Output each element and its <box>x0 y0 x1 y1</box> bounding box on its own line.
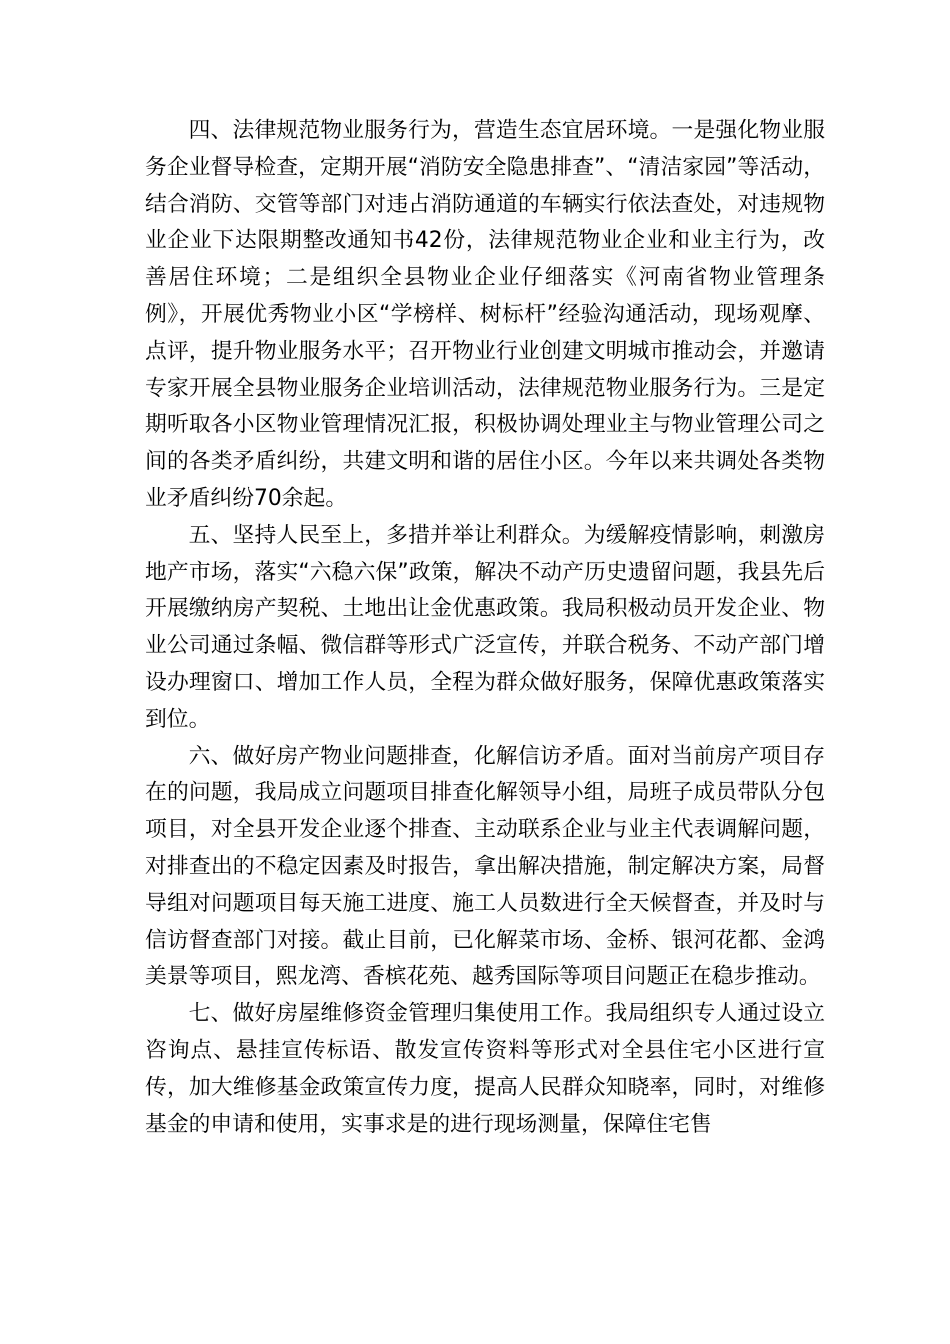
paragraph-petition-resolution: 六、做好房产物业问题排查，化解信访矛盾。面对当前房产项目存在的问题，我局成立问题项目排查化解领导小组，局班子成员带队分包项目，对全县开发企业逐个排查、主动联系企业与业主代表调解问题，对排查出的不稳定因素及时报告，拿出解决措施，制定解决方案，局督导组对问题项目每天施工进度、施工人员数进行全天候督查，并及时与信访督查部门对接。截止目前，已化解菜市场、金桥、银河花都、金鸿美景等项目，熙龙湾、香槟花苑、越秀国际等项目问题正在稳步推动。 <box>145 743 825 990</box>
paragraph-benefit-public: 五、坚持人民至上，多措并举让利群众。为缓解疫情影响，刺激房地产市场，落实“六稳六保”政策，解决不动产历史遗留问题，我县先后开展缴纳房产契税、土地出让金优惠政策。我局积极动员开发企业、物业公司通过条幅、微信群等形式广泛宣传，并联合税务、不动产部门增设办理窗口、增加工作人员，全程为群众做好服务，保障优惠政策落实到位。 <box>145 522 825 732</box>
paragraph-maintenance-fund: 七、做好房屋维修资金管理归集使用工作。我局组织专人通过设立咨询点、悬挂宣传标语、散发宣传资料等形式对全县住宅小区进行宣传，加大维修基金政策宣传力度，提高人民群众知晓率，同时，对维修基金的申请和使用，实事求是的进行现场测量，保障住宅售 <box>145 1001 825 1137</box>
document-body <box>145 113 825 1143</box>
paragraph-property-service: 四、法律规范物业服务行为，营造生态宜居环境。一是强化物业服务企业督导检查，定期开展“消防安全隐患排查”、“清洁家园”等活动，结合消防、交管等部门对违占消防通道的车辆实行依法查处，对违规物业企业下达限期整改通知书42份，法律规范物业企业和业主行为，改善居住环境；二是组织全县物业企业仔细落实《河南省物业管理条例》，开展优秀物业小区“学榜样、树标杆”经验沟通活动，现场观摩、点评，提升物业服务水平；召开物业行业创建文明城市推动会，并邀请专家开展全县物业服务企业培训活动，法律规范物业服务行为。三是定期听取各小区物业管理情况汇报，积极协调处理业主与物业管理公司之间的各类矛盾纠纷，共建文明和谐的居住小区。今年以来共调处各类物业矛盾纠纷70余起。 <box>145 118 825 511</box>
